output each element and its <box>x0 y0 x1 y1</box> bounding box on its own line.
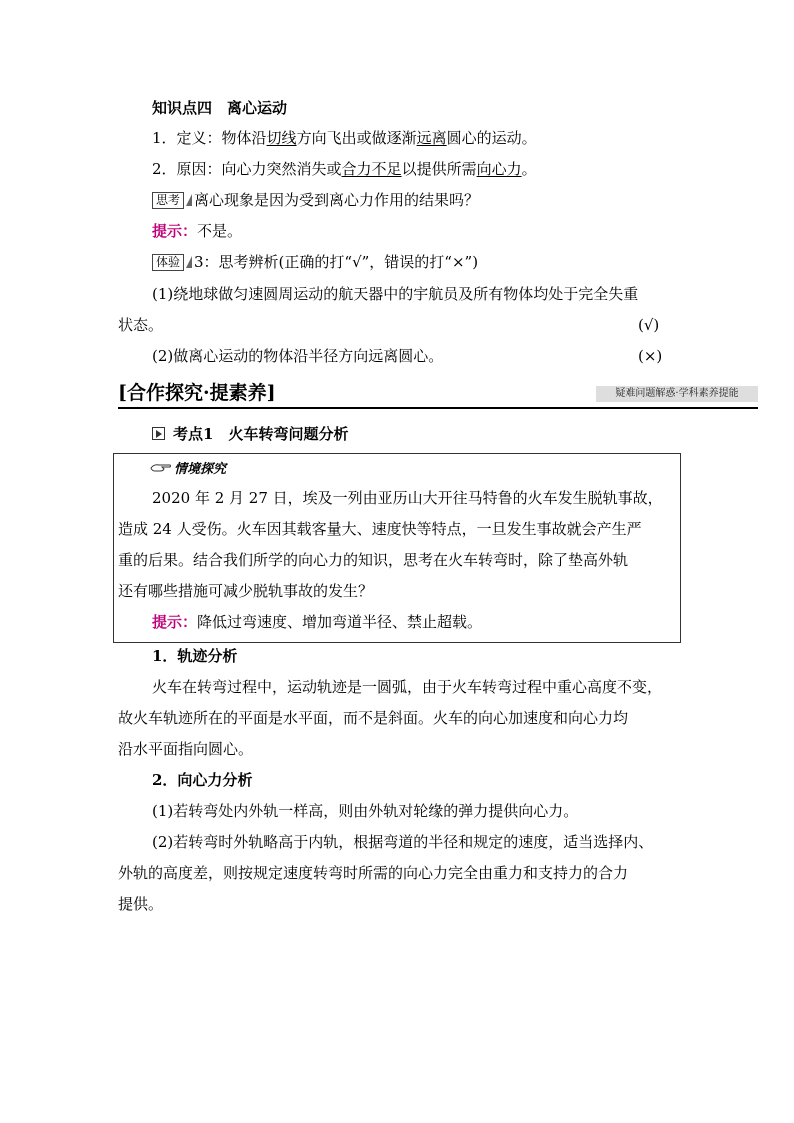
analysis-p1-line1: 火车在转弯过程中，运动轨迹是一圆弧，由于火车转弯过程中重心高度不变， <box>152 678 663 696</box>
play-icon <box>152 427 165 440</box>
analysis-p2: (1)若转弯处内外轨一样高，则由外轨对轮缘的弹力提供向心力。 <box>152 802 579 820</box>
section-subtitle: 疑难问题解惑·学科素养提能 <box>596 386 758 402</box>
pointing-hand-icon <box>150 462 172 474</box>
definition-line: 1．定义：物体沿切线方向飞出或做逐渐远离圆心的运动。 <box>152 129 537 147</box>
topic-title: 考点1 火车转弯问题分析 <box>173 425 349 443</box>
cause-keyword-centripetal: 向心力 <box>476 160 522 178</box>
def-keyword-tangent: 切线 <box>266 129 297 147</box>
analysis-p3-line2: 外轨的高度差，则按规定速度转弯时所需的向心力完全由重力和支持力的合力 <box>118 864 629 882</box>
think-hint: 提示：不是。 <box>152 222 243 240</box>
experience-line: 体验 3：思考辨析(正确的打“√”，错误的打“×”) <box>152 252 478 272</box>
hint-label: 提示： <box>152 613 198 631</box>
analysis-p3-line3: 提供。 <box>118 895 164 913</box>
scenario-line4: 还有哪些措施可减少脱轨事故的发生？ <box>118 582 374 600</box>
item1-line2: 状态。 <box>118 316 164 334</box>
think-line: 思考 离心现象是因为受到离心力作用的结果吗？ <box>152 190 479 210</box>
analysis-p3-line1: (2)若转弯时外轨略高于内轨，根据弯道的半径和规定的速度，适当选择内、 <box>152 833 654 851</box>
scenario-line2: 造成 24 人受伤。火车因其载客量大、速度快等特点，一旦发生事故就会产生严 <box>118 520 642 538</box>
experience-tag: 体验 <box>152 254 184 271</box>
analysis-p1-line3: 沿水平面指向圆心。 <box>118 740 254 758</box>
scenario-line3: 重的后果。结合我们所学的向心力的知识，思考在火车转弯时，除了垫高外轨 <box>118 551 629 569</box>
scenario-hint: 提示：降低过弯速度、增加弯道半径、禁止超载。 <box>152 613 483 631</box>
hint-label: 提示： <box>152 222 198 240</box>
section-header <box>118 381 758 409</box>
scenario-line1: 2020 年 2 月 27 日，埃及一列由亚历山大开往马特鲁的火车发生脱轨事故， <box>152 489 663 507</box>
scenario-header <box>150 458 226 477</box>
tag-corner-icon <box>186 256 192 268</box>
section-title: [合作探究·提素养] <box>118 382 276 404</box>
scenario-header-label: 情境探究 <box>174 462 227 477</box>
analysis-heading-2: 2．向心力分析 <box>152 771 253 789</box>
analysis-heading-1: 1．轨迹分析 <box>152 647 238 665</box>
tag-corner-icon <box>186 194 192 206</box>
def-keyword-away: 远离 <box>416 129 447 147</box>
analysis-p1-line2: 故火车轨迹所在的平面是水平面，而不是斜面。火车的向心加速度和向心力均 <box>118 709 629 727</box>
cause-keyword-insufficient: 合力不足 <box>341 160 402 178</box>
item1-line1: (1)绕地球做匀速圆周运动的航天器中的宇航员及所有物体均处于完全失重 <box>152 285 639 303</box>
knowledge-point-title: 知识点四 离心运动 <box>152 99 288 117</box>
think-tag: 思考 <box>152 192 184 209</box>
topic-heading <box>152 424 348 444</box>
item1-mark: (√) <box>638 316 660 334</box>
item2-text: (2)做离心运动的物体沿半径方向远离圆心。 <box>152 347 444 365</box>
item2-mark: (×) <box>638 347 663 365</box>
cause-line: 2．原因：向心力突然消失或合力不足以提供所需向心力。 <box>152 160 537 178</box>
